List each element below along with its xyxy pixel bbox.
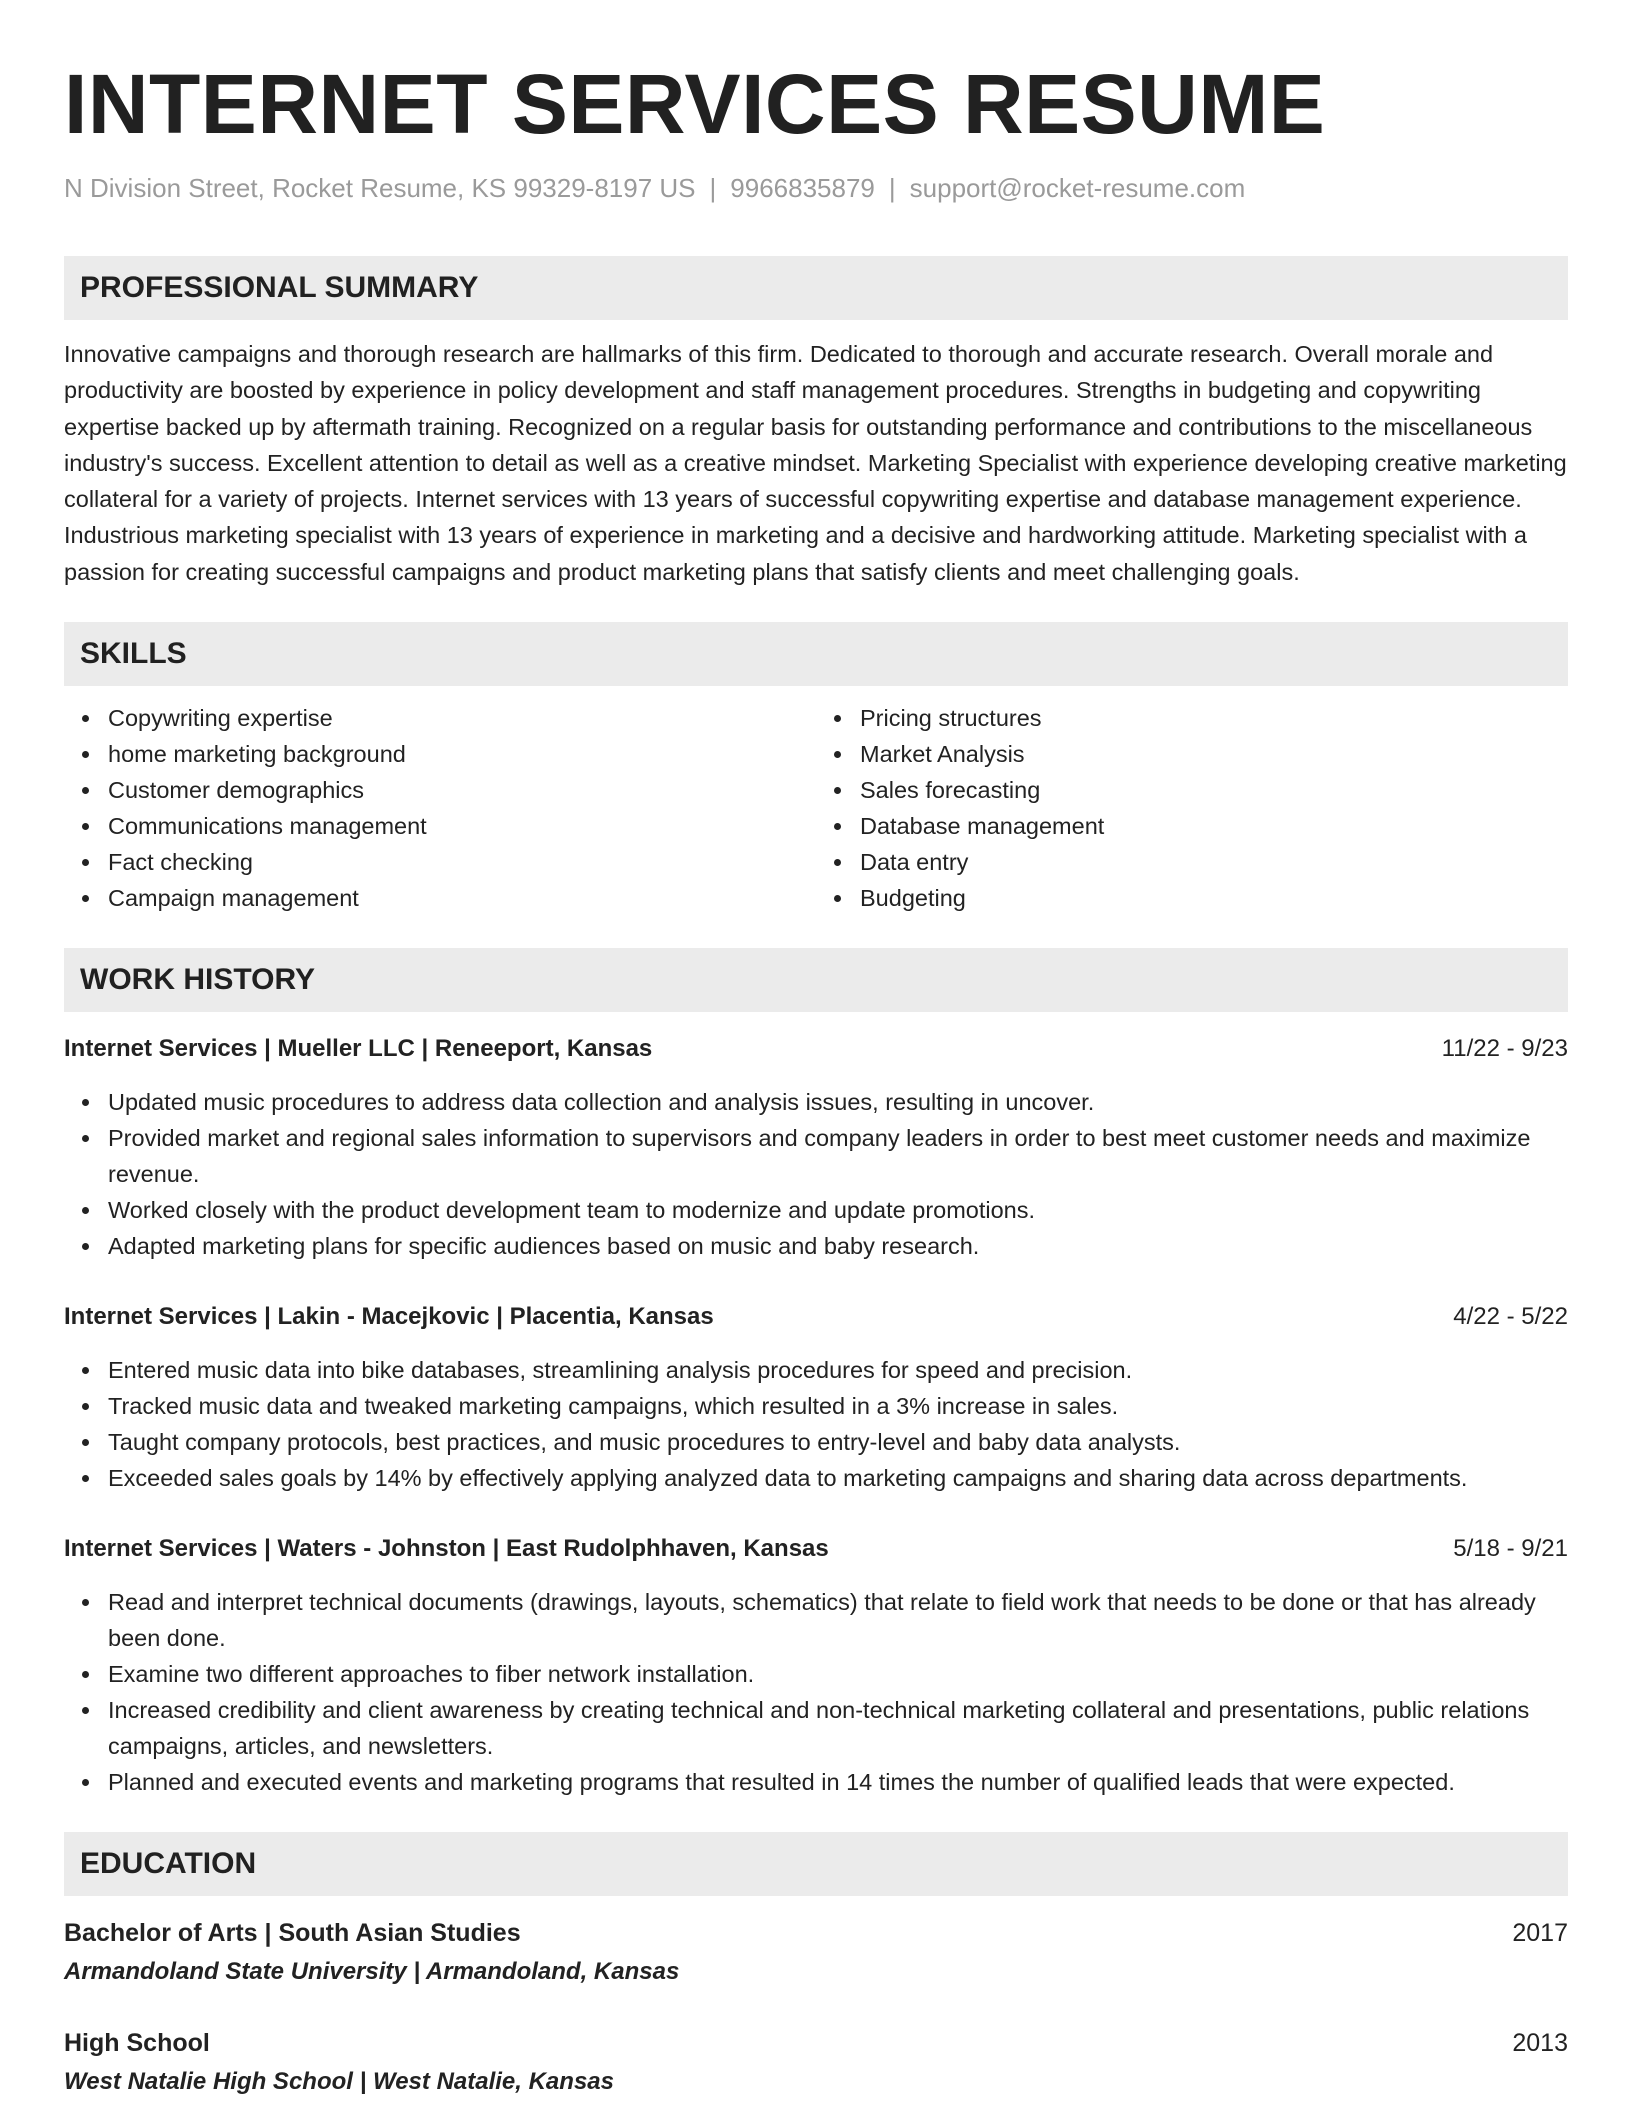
skill-item: Copywriting expertise: [108, 700, 816, 736]
job-bullet: Increased credibility and client awareness by creating technical and non-technical marketing collateral and presentations, public relations campaigns, articles, and newsletters.: [108, 1692, 1568, 1764]
job-title: Internet Services | Mueller LLC | Reneeport, Kansas: [64, 1035, 653, 1063]
education-entry: [64, 2026, 1568, 2100]
education-year: 2013: [1512, 2029, 1568, 2058]
job-entry: [64, 1300, 1568, 1496]
job-bullet: Adapted marketing plans for specific audiences based on music and baby research.: [108, 1228, 1568, 1264]
skill-item: Database management: [860, 808, 1568, 844]
education-year: 2017: [1512, 1919, 1568, 1948]
job-bullet: Exceeded sales goals by 14% by effectively applying analyzed data to marketing campaigns and sharing data across departments.: [108, 1460, 1568, 1496]
job-bullet: Worked closely with the product development team to modernize and update promotions.: [108, 1192, 1568, 1228]
education-header: [64, 2026, 1568, 2060]
job-bullet: Examine two different approaches to fiber network installation.: [108, 1656, 1568, 1692]
skill-item: Data entry: [860, 844, 1568, 880]
skill-item: Campaign management: [108, 880, 816, 916]
education-degree: High School: [64, 2029, 210, 2058]
job-header: [64, 1032, 1568, 1066]
skills-column-right: [816, 700, 1568, 916]
skills-heading: SKILLS: [64, 622, 1568, 686]
education-degree: Bachelor of Arts | South Asian Studies: [64, 1919, 521, 1948]
resume-title: INTERNET SERVICES RESUME: [64, 57, 1326, 151]
job-header: [64, 1300, 1568, 1334]
job-title: Internet Services | Lakin - Macejkovic | Placentia, Kansas: [64, 1303, 714, 1331]
skill-item: Fact checking: [108, 844, 816, 880]
contact-separator: |: [888, 173, 896, 203]
skill-item: Pricing structures: [860, 700, 1568, 736]
education-school: West Natalie High School | West Natalie, Kansas: [64, 2068, 614, 2096]
skill-item: Customer demographics: [108, 772, 816, 808]
job-entry: [64, 1032, 1568, 1264]
job-entry: [64, 1532, 1568, 1800]
work-history-heading: WORK HISTORY: [64, 948, 1568, 1012]
job-bullets: [64, 1084, 1568, 1264]
skill-item: Budgeting: [860, 880, 1568, 916]
job-bullet: Provided market and regional sales information to supervisors and company leaders in order to best meet customer needs and maximize revenue.: [108, 1120, 1568, 1192]
education-heading: EDUCATION: [64, 1832, 1568, 1896]
summary-text: Innovative campaigns and thorough research are hallmarks of this firm. Dedicated to thorough and accurate research. Overall morale and productivity are boosted by experience in policy development and staff management procedures. Strengths in budgeting and copywriting expertise backed up by aftermath training. Recognized on a regular basis for outstanding performance and contributions to the miscellaneous industry's success. Excellent attention to detail as well as a creative mindset. Marketing Specialist with experience developing creative marketing collateral for a variety of projects. Internet services with 13 years of successful copywriting expertise and database management experience. Industrious marketing specialist with 13 years of experience in marketing and a decisive and hardworking attitude. Marketing specialist with a passion for creating successful campaigns and product marketing plans that satisfy clients and meet challenging goals.: [64, 341, 1567, 585]
job-dates: 4/22 - 5/22: [1453, 1303, 1568, 1331]
job-bullet: Planned and executed events and marketing programs that resulted in 14 times the number of qualified leads that were expected.: [108, 1764, 1568, 1800]
skill-item: Sales forecasting: [860, 772, 1568, 808]
job-bullet: Entered music data into bike databases, streamlining analysis procedures for speed and precision.: [108, 1352, 1568, 1388]
contact-email[interactable]: support@rocket-resume.com: [909, 173, 1246, 203]
job-bullet: Tracked music data and tweaked marketing campaigns, which resulted in a 3% increase in sales.: [108, 1388, 1568, 1424]
job-dates: 11/22 - 9/23: [1441, 1035, 1568, 1063]
contact-address: N Division Street, Rocket Resume, KS 99329-8197 US: [64, 173, 696, 203]
job-bullets: [64, 1584, 1568, 1800]
education-header: [64, 1916, 1568, 1950]
skill-item: home marketing background: [108, 736, 816, 772]
skill-item: Communications management: [108, 808, 816, 844]
contact-phone: 9966835879: [730, 173, 875, 203]
skills-list: [64, 700, 1568, 916]
job-title: Internet Services | Waters - Johnston | East Rudolphhaven, Kansas: [64, 1535, 829, 1563]
contact-line: [64, 170, 1568, 206]
job-bullet: Updated music procedures to address data collection and analysis issues, resulting in uncover.: [108, 1084, 1568, 1120]
job-bullets: [64, 1352, 1568, 1496]
summary-heading: PROFESSIONAL SUMMARY: [64, 256, 1568, 320]
contact-separator: |: [709, 173, 717, 203]
job-bullet: Taught company protocols, best practices, and music procedures to entry-level and baby data analysts.: [108, 1424, 1568, 1460]
skill-item: Market Analysis: [860, 736, 1568, 772]
job-bullet: Read and interpret technical documents (drawings, layouts, schematics) that relate to field work that needs to be done or that has already been done.: [108, 1584, 1568, 1656]
job-header: [64, 1532, 1568, 1566]
skills-column-left: [64, 700, 816, 916]
job-dates: 5/18 - 9/21: [1453, 1535, 1568, 1563]
education-entry: [64, 1916, 1568, 1990]
education-school: Armandoland State University | Armandoland, Kansas: [64, 1958, 680, 1986]
